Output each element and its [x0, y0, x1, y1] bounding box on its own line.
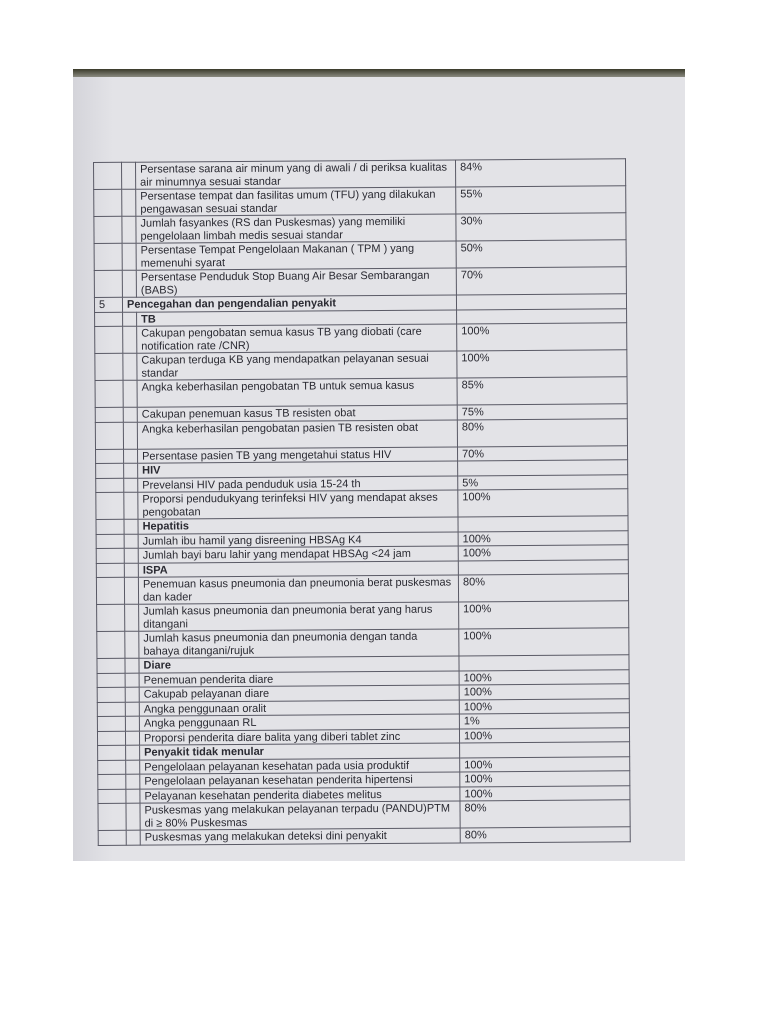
indicator-text: Jumlah kasus pneumonia dan pneumonia dengan tanda bahaya ditangani/rujuk [139, 629, 459, 658]
target-value: 100% [458, 489, 628, 517]
number-cell [96, 449, 124, 464]
indicator-row [94, 240, 626, 271]
indent-cell [123, 407, 137, 422]
indent-cell [125, 687, 139, 702]
indent-cell [122, 189, 136, 216]
indicator-text: Jumlah ibu hamil yang disreening HBSAg K4 [138, 531, 458, 548]
indent-cell [124, 563, 138, 578]
indicator-text: Cakupab pelayanan diare [139, 685, 459, 702]
indent-cell [126, 830, 140, 845]
indent-cell [124, 492, 138, 519]
group-header: HIV [138, 461, 458, 478]
indent-cell [123, 353, 137, 380]
indent-cell [124, 534, 138, 549]
indicator-text: Persentase sarana air minum yang di awali / di periksa kualitas air minumnya sesuai standar [136, 160, 456, 189]
indicator-text: Persentase Tempat Pengelolaan Makanan ( TPM ) yang memenuhi syarat [136, 241, 456, 270]
number-cell [97, 687, 125, 702]
number-cell [94, 189, 122, 216]
indent-cell [125, 673, 139, 688]
indicator-text: Persentase pasien TB yang mengetahui status HIV [138, 446, 458, 463]
indent-cell [126, 803, 140, 830]
indicator-text: Persentase tempat dan fasilitas umum (TFU) yang dilakukan pengawasan sesuai standar [136, 187, 456, 216]
indicator-row [94, 213, 626, 244]
indent-cell [124, 478, 138, 493]
indent-cell [125, 702, 139, 717]
number-cell [98, 789, 126, 804]
number-cell [94, 270, 122, 297]
target-value: 100% [458, 530, 628, 546]
indent-cell [124, 548, 138, 563]
section-value-cell [456, 294, 626, 310]
indent-cell [122, 162, 136, 189]
target-value: 100% [459, 601, 629, 629]
indicator-text: Cakupan penemuan kasus TB resisten obat [137, 405, 457, 422]
document-photo [73, 69, 685, 861]
indicator-row [98, 827, 630, 845]
group-header: Hepatitis [138, 517, 458, 534]
indicator-row [95, 323, 627, 354]
number-cell [95, 407, 123, 422]
number-cell [96, 492, 124, 519]
indicator-text: Cakupan terduga KB yang mendapatkan pelayanan sesuai standar [137, 351, 457, 380]
target-cell [460, 742, 630, 758]
indicator-text: Proporsi pendudukyang terinfeksi HIV yang mendapat akses pengobatan [138, 490, 458, 519]
number-cell [96, 519, 124, 534]
indent-cell [125, 731, 139, 746]
indicator-row [97, 601, 629, 632]
number-cell [94, 216, 122, 243]
indent-cell [122, 243, 136, 270]
number-cell [96, 577, 124, 604]
target-value: 100% [459, 669, 629, 685]
indicator-text: Pengelolaan pelayanan kesehatan pada usia produktif [140, 757, 460, 774]
group-header: ISPA [138, 560, 458, 577]
indicator-text: Puskesmas yang melakukan deteksi dini penyakit [140, 828, 460, 845]
indicator-text: Cakupan pengobatan semua kasus TB yang diobati (care notification rate /CNR) [137, 324, 457, 353]
number-cell [96, 534, 124, 549]
indicator-text: Angka keberhasilan pengobatan pasien TB resisten obat [137, 419, 457, 448]
target-value: 1% [459, 713, 629, 729]
group-header: Penyakit tidak menular [140, 743, 460, 760]
target-value: 100% [460, 771, 630, 787]
indicator-row [94, 186, 626, 217]
number-cell [95, 312, 123, 327]
indicator-row [97, 628, 629, 659]
indent-cell [123, 312, 137, 327]
number-cell [96, 463, 124, 478]
number-cell [94, 243, 122, 270]
indent-cell [123, 380, 137, 407]
target-value: 75% [457, 404, 627, 420]
number-cell [97, 604, 125, 631]
target-cell [458, 516, 628, 532]
indicator-table [93, 158, 631, 845]
target-cell [457, 308, 627, 324]
indent-cell [125, 631, 139, 658]
section-title: Pencegahan dan pengendalian penyakit [122, 295, 456, 312]
number-cell [98, 760, 126, 775]
number-cell [98, 774, 126, 789]
number-cell [97, 702, 125, 717]
indent-cell [126, 774, 140, 789]
target-value: 80% [460, 827, 630, 843]
indicator-text: Persentase Penduduk Stop Buang Air Besar Sembarangan (BABS) [136, 268, 456, 297]
indicator-text: Prevelansi HIV pada penduduk usia 15-24 th [138, 475, 458, 492]
number-cell [95, 422, 123, 449]
indicator-row [98, 800, 630, 831]
target-value: 100% [457, 350, 627, 378]
indicator-text: Proporsi penderita diare balita yang diberi tablet zinc [139, 728, 459, 745]
target-value: 70% [457, 445, 627, 461]
number-cell [97, 631, 125, 658]
target-cell [458, 559, 628, 575]
indent-cell [125, 658, 139, 673]
indicator-text: Angka keberhasilan pengobatan TB untuk semua kasus [137, 378, 457, 407]
indicator-row [95, 377, 627, 408]
target-value: 30% [456, 213, 626, 241]
number-cell [97, 658, 125, 673]
indent-cell [126, 745, 140, 760]
number-cell [98, 803, 126, 830]
indicator-text: Penemuan kasus pneumonia dan pneumonia berat puskesmas dan kader [138, 575, 458, 604]
target-value: 100% [459, 698, 629, 714]
indicator-text: Puskesmas yang melakukan pelayanan terpadu (PANDU)PTM di ≥ 80% Puskesmas [140, 801, 460, 830]
target-value: 100% [459, 628, 629, 656]
indicator-row [96, 489, 628, 520]
number-cell [95, 380, 123, 407]
indent-cell [126, 789, 140, 804]
indicator-row [94, 159, 626, 190]
indent-cell [124, 577, 138, 604]
indent-cell [124, 519, 138, 534]
number-cell [96, 548, 124, 563]
indent-cell [124, 449, 138, 464]
document-sheet [93, 158, 630, 845]
target-value: 100% [460, 756, 630, 772]
number-cell [98, 830, 126, 845]
target-value: 100% [457, 323, 627, 351]
group-header: TB [137, 309, 457, 326]
target-value: 100% [460, 785, 630, 801]
target-cell [459, 655, 629, 671]
indicator-text: Pengelolaan pelayanan kesehatan penderita hipertensi [140, 772, 460, 789]
indicator-text: Jumlah kasus pneumonia dan pneumonia berat yang harus ditangani [139, 602, 459, 631]
target-value: 55% [456, 186, 626, 214]
indicator-row [96, 574, 628, 605]
number-cell [97, 731, 125, 746]
section-number: 5 [94, 297, 122, 312]
number-cell [96, 563, 124, 578]
number-cell [95, 353, 123, 380]
number-cell [96, 478, 124, 493]
number-cell [95, 326, 123, 353]
indicator-row [95, 350, 627, 381]
indent-cell [125, 604, 139, 631]
binding-edge [73, 69, 685, 77]
indent-cell [126, 760, 140, 775]
indent-cell [124, 463, 138, 478]
indicator-text: Jumlah fasyankes (RS dan Puskesmas) yang memiliki pengelolaan limbah medis sesuai standar [136, 214, 456, 243]
number-cell [97, 716, 125, 731]
group-header: Diare [139, 656, 459, 673]
indicator-text: Angka penggunaan RL [139, 714, 459, 731]
target-value: 80% [457, 418, 627, 446]
number-cell [94, 162, 122, 189]
target-value: 50% [456, 240, 626, 268]
target-value: 80% [460, 800, 630, 828]
indicator-text: Pelayanan kesehatan penderita diabetes melitus [140, 786, 460, 803]
target-value: 100% [459, 684, 629, 700]
indent-cell [123, 422, 137, 449]
indicator-row [95, 418, 627, 449]
indent-cell [122, 216, 136, 243]
target-value: 80% [458, 574, 628, 602]
indicator-text: Penemuan penderita diare [139, 670, 459, 687]
indent-cell [125, 716, 139, 731]
number-cell [98, 745, 126, 760]
indent-cell [122, 270, 136, 297]
target-value: 100% [458, 545, 628, 561]
target-value: 100% [459, 727, 629, 743]
target-value: 70% [456, 267, 626, 295]
number-cell [97, 673, 125, 688]
indicator-text: Angka penggunaan oralit [139, 699, 459, 716]
indicator-row [94, 267, 626, 298]
target-value: 84% [455, 159, 625, 187]
indent-cell [123, 326, 137, 353]
target-cell [458, 460, 628, 476]
target-value: 85% [457, 377, 627, 405]
target-value: 5% [458, 474, 628, 490]
indicator-text: Jumlah bayi baru lahir yang mendapat HBSAg <24 jam [138, 546, 458, 563]
